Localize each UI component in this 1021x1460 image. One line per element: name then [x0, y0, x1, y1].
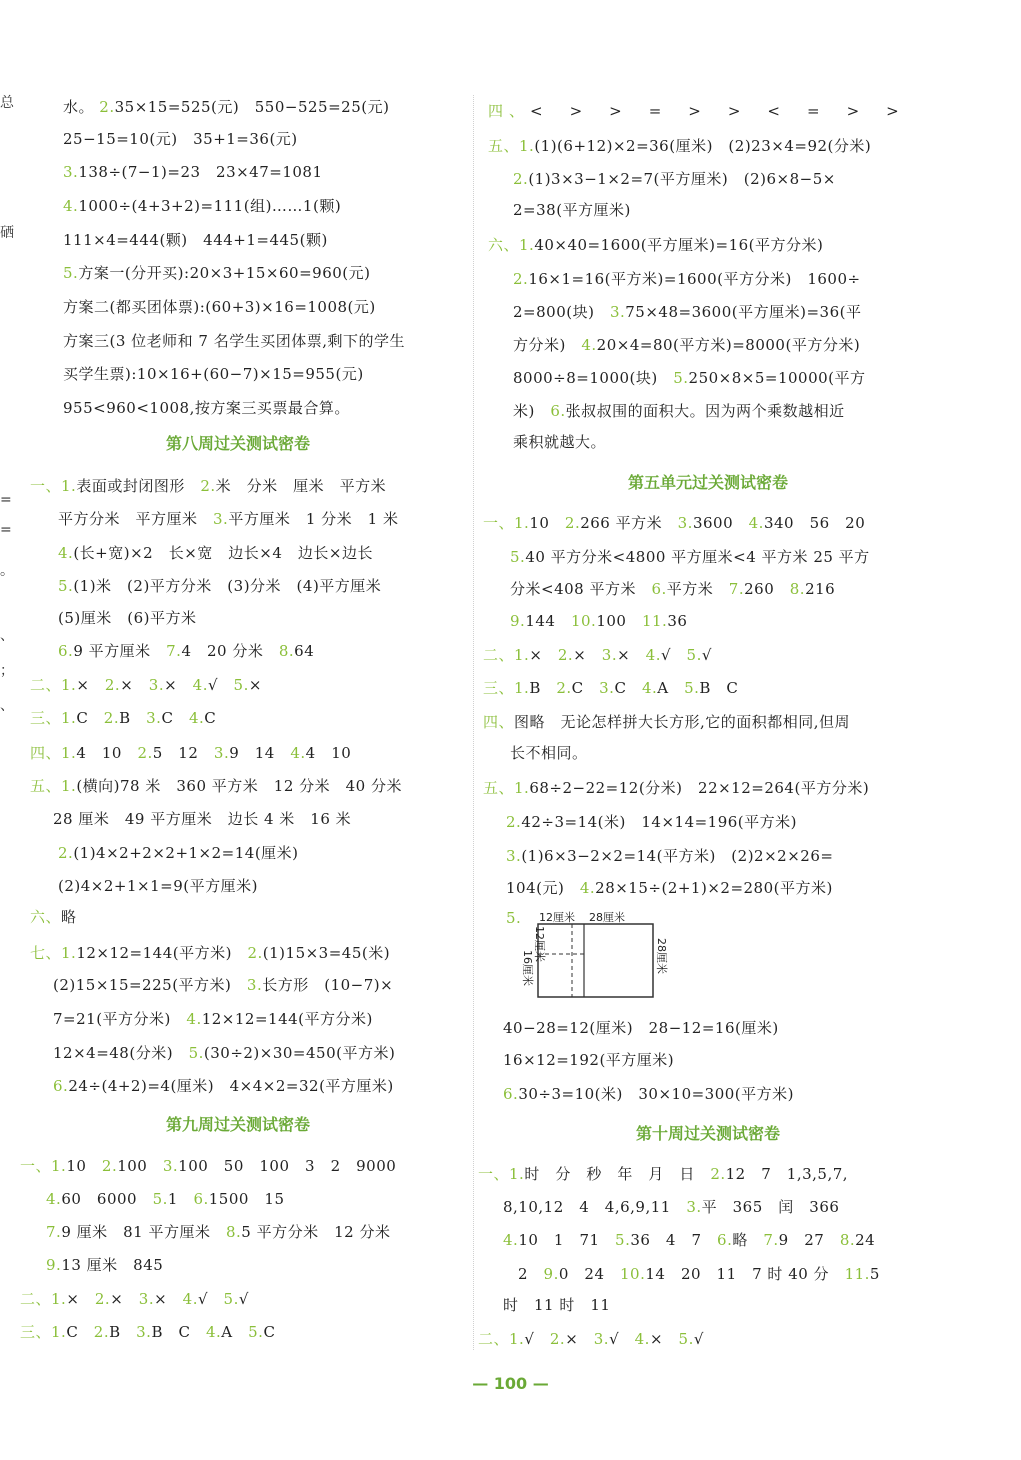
answer-line: 二、1.× 2.× 3.× 4.√ 5.√ — [483, 646, 712, 664]
figure-top-label-b: 28厘米 — [589, 911, 625, 924]
section-title-week8: 第八周过关测试密卷 — [165, 434, 310, 453]
answer-line: 2 9.0 24 10.14 20 11 7 时 40 分 11.5 — [518, 1265, 880, 1283]
answer-line: 三、1.B 2.C 3.C 4.A 5.B C — [483, 679, 739, 697]
answer-line: 长不相同。 — [510, 744, 588, 762]
answer-line: 2=38(平方厘米) — [513, 201, 631, 219]
answer-line: 7.9 厘米 81 平方厘米 8.5 平方分米 12 分米 — [46, 1223, 391, 1241]
answer-line: 3.138÷(7−1)=23 23×47=1081 — [63, 163, 323, 181]
answer-line: 8000÷8=1000(块) 5.250×8×5=10000(平方 — [513, 369, 866, 387]
answer-line: 955<960<1008,按方案三买票最合算。 — [63, 399, 350, 417]
answer-line: 7=21(平方分米) 4.12×12=144(平方分米) — [53, 1010, 373, 1028]
margin-char: = — [0, 492, 12, 508]
answer-line: 111×4=444(颗) 444+1=445(颗) — [63, 231, 328, 249]
answer-line: 9.13 厘米 845 — [46, 1256, 164, 1274]
answer-line: 四、1.4 10 2.5 12 3.9 14 4.4 10 — [30, 744, 352, 762]
answer-line: 2.16×1=16(平方米)=1600(平方分米) 1600÷ — [513, 270, 861, 288]
figure-left-label-b: 16厘米 — [521, 950, 534, 986]
answer-line: 七、1.12×12=144(平方米) 2.(1)15×3=45(米) — [30, 944, 391, 962]
answer-line: 四、< > > = > > < = > > — [488, 102, 905, 120]
rectangle-figure — [492, 908, 692, 1003]
answer-line: 16×12=192(平方厘米) — [503, 1051, 675, 1069]
answer-line: 四、图略 无论怎样拼大长方形,它的面积都相同,但周 — [483, 713, 851, 731]
answer-line: 4.60 6000 5.1 6.1500 15 — [46, 1190, 285, 1208]
answer-line: 8,10,12 4 4,6,9,11 3.平 365 闰 366 — [503, 1198, 840, 1216]
answer-line: (2)15×15=225(平方米) 3.长方形 (10−7)× — [53, 976, 394, 994]
answer-line: 二、1.× 2.× 3.× 4.√ 5.√ — [20, 1290, 249, 1308]
answer-line: 12×4=48(分米) 5.(30÷2)×30=450(平方米) — [53, 1044, 396, 1062]
answer-line: 2.(1)3×3−1×2=7(平方厘米) (2)6×8−5× — [513, 170, 836, 188]
answer-line: 分米<408 平方米 6.平方米 7.260 8.216 — [510, 580, 836, 598]
answer-line: 28 厘米 49 平方厘米 边长 4 米 16 米 — [53, 810, 352, 828]
answer-line: 水。 2.35×15=525(元) 550−525=25(元) — [63, 98, 390, 116]
section-title-unit5: 第五单元过关测试密卷 — [627, 473, 788, 492]
answer-line: 方分米) 4.20×4=80(平方米)=8000(平方分米) — [513, 336, 861, 354]
answer-line: 买学生票):10×16+(60−7)×15=955(元) — [63, 365, 364, 383]
answer-line: 9.144 10.100 11.36 — [510, 612, 688, 630]
answer-line: 5.40 平方分米<4800 平方厘米<4 平方米 25 平方 — [510, 548, 870, 566]
answer-line: 方案三(3 位老师和 7 名学生买团体票,剩下的学生 — [63, 332, 406, 350]
left-column — [8, 0, 468, 1380]
margin-char: 总 — [0, 95, 14, 111]
margin-char: 、 — [0, 628, 14, 644]
answer-line: 2=800(块) 3.75×48=3600(平方厘米)=36(平 — [513, 303, 862, 321]
answer-line: 6.24÷(4+2)=4(厘米) 4×4×2=32(平方厘米) — [53, 1077, 394, 1095]
figure-outer-rect — [538, 924, 653, 997]
answer-line: 平方分米 平方厘米 3.平方厘米 1 分米 1 米 — [58, 510, 399, 528]
answer-line: 25−15=10(元) 35+1=36(元) — [63, 130, 298, 148]
answer-line: 一、1.表面或封闭图形 2.米 分米 厘米 平方米 — [30, 477, 387, 495]
answer-line: 4.(长+宽)×2 长×宽 边长×4 边长×边长 — [58, 544, 373, 562]
answer-line: 二、1.√ 2.× 3.√ 4.× 5.√ — [478, 1330, 704, 1348]
answer-line: 一、1.10 2.266 平方米 3.3600 4.340 56 20 — [483, 514, 866, 532]
answer-line: 4.1000÷(4+3+2)=111(组)……1(颗) — [63, 197, 342, 215]
answer-line: 六、1.40×40=1600(平方厘米)=16(平方分米) — [488, 236, 824, 254]
answer-line: 五、1.(1)(6+12)×2=36(厘米) (2)23×4=92(分米) — [488, 137, 872, 155]
answer-line: 五、1.68÷2−22=12(分米) 22×12=264(平方分米) — [483, 779, 870, 797]
right-column — [478, 0, 938, 1380]
answer-line: 4.10 1 71 5.36 4 7 6.略 7.9 27 8.24 — [503, 1231, 876, 1249]
answer-line: 5.(1)米 (2)平方分米 (3)分米 (4)平方厘米 — [58, 577, 382, 595]
answer-line: 六、略 — [30, 908, 77, 926]
answer-line: 一、1.时 分 秒 年 月 日 2.12 7 1,3,5,7, — [478, 1165, 849, 1183]
figure-right-label: 28厘米 — [655, 938, 668, 974]
margin-char: = — [0, 522, 12, 538]
answer-line: 时 11 时 11 — [503, 1296, 611, 1314]
section-title-week9: 第九周过关测试密卷 — [165, 1115, 310, 1134]
answer-line: 2.(1)4×2+2×2+1×2=14(厘米) — [58, 844, 299, 862]
answer-line: 乘积就越大。 — [513, 433, 607, 451]
answer-line: 三、1.C 2.B 3.B C 4.A 5.C — [20, 1323, 276, 1341]
answer-line: 40−28=12(厘米) 28−12=16(厘米) — [503, 1019, 779, 1037]
figure-top-label-a: 12厘米 — [539, 911, 575, 924]
answer-line: 3.(1)6×3−2×2=14(平方米) (2)2×2×26= — [506, 847, 834, 865]
answer-line: (2)4×2+1×1=9(平方厘米) — [58, 877, 258, 895]
answer-line: 五、1.(横向)78 米 360 平方米 12 分米 40 分米 — [30, 777, 402, 795]
answer-line: 6.30÷3=10(米) 30×10=300(平方米) — [503, 1085, 795, 1103]
margin-char: 。 — [0, 563, 14, 579]
figure-left-label-a: 12厘米 — [533, 926, 546, 962]
page-number: — 100 — — [472, 1374, 549, 1393]
column-divider — [473, 95, 474, 1350]
margin-char: ； — [0, 663, 14, 679]
answer-line: 一、1.10 2.100 3.100 50 100 3 2 9000 — [20, 1157, 397, 1175]
answer-line: 二、1.× 2.× 3.× 4.√ 5.× — [30, 676, 262, 694]
answer-line: 6.9 平方厘米 7.4 20 分米 8.64 — [58, 642, 315, 660]
answer-line: 5. — [506, 909, 522, 927]
answer-line: 5.方案一(分开买):20×3+15×60=960(元) — [63, 264, 371, 282]
answer-line: 104(元) 4.28×15÷(2+1)×2=280(平方米) — [506, 879, 833, 897]
answer-line: 方案二(都买团体票):(60+3)×16=1008(元) — [63, 298, 376, 316]
answer-line: 2.42÷3=14(米) 14×14=196(平方米) — [506, 813, 798, 831]
answer-line: (5)厘米 (6)平方米 — [58, 609, 197, 627]
section-title-week10: 第十周过关测试密卷 — [635, 1124, 780, 1143]
answer-line: 三、1.C 2.B 3.C 4.C — [30, 709, 217, 727]
answer-line: 米) 6.张叔叔围的面积大。因为两个乘数越相近 — [513, 402, 845, 420]
margin-char: 硒 — [0, 225, 14, 241]
margin-char: 、 — [0, 698, 14, 714]
